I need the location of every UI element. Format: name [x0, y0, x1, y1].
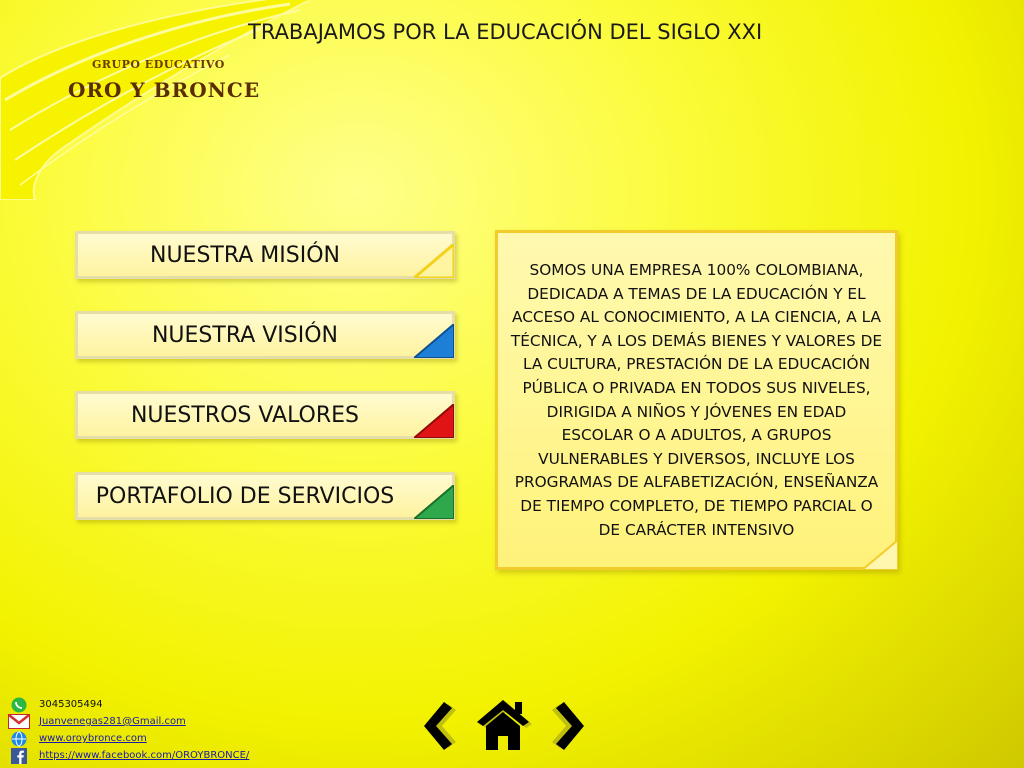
menu-button-vision[interactable] [75, 311, 455, 359]
corner-fold-icon [862, 540, 898, 570]
corner-triangle-icon [414, 485, 454, 519]
contact-email-row [8, 713, 249, 730]
contact-facebook-row [8, 747, 249, 764]
contact-phone: 3045305494 [39, 699, 103, 710]
contact-phone-row [8, 696, 249, 713]
contact-web-link[interactable]: www.oroybronce.com [39, 733, 147, 744]
logo-subtitle: GRUPO EDUCATIVO [92, 58, 225, 71]
contact-facebook-link[interactable]: https://www.facebook.com/OROYBRONCE/ [39, 750, 250, 761]
menu-button-valores[interactable] [75, 391, 455, 439]
mission-text: SOMOS UNA EMPRESA 100% COLOMBIANA, DEDICADA A TEMAS DE LA EDUCACIÓN Y EL ACCESO AL CONOCIMIENTO, A LA CIENCIA, A LA TÉCNICA, Y A LOS DEMÁS BIENES Y VALORES DE LA CULTURA, PRESTACIÓN DE LA EDUCACIÓN PÚBLICA O PRIVADA EN TODOS SUS NIVELES, DIRIGIDA A NIÑOS Y JÓVENES EN EDAD ESCOLAR O A ADULTOS, A GRUPOS VULNERABLES Y DIVERSOS, INCLUYE LOS PROGRAMAS DE ALFABETIZACIÓN, ENSEÑANZA DE TIEMPO COMPLETO, DE TIEMPO PARCIAL O DE CARÁCTER INTENSIVO [510, 261, 883, 539]
menu-button-label: NUESTROS VALORES [130, 402, 360, 428]
gmail-icon [8, 714, 30, 730]
contact-web-row [8, 730, 249, 747]
logo-title: ORO Y BRONCE [68, 78, 261, 102]
chevron-left-icon[interactable] [418, 700, 458, 752]
chevron-right-icon[interactable] [550, 700, 590, 752]
menu-button-label: NUESTRA VISIÓN [151, 322, 339, 348]
corner-triangle-icon [414, 404, 454, 438]
home-icon[interactable] [475, 700, 535, 752]
page-title: TRABAJAMOS POR LA EDUCACIÓN DEL SIGLO XXI [248, 20, 763, 44]
contact-info [8, 696, 249, 764]
menu-button-label: NUESTRA MISIÓN [150, 242, 340, 268]
contact-email-link[interactable]: Juanvenegas281@Gmail.com [39, 716, 186, 727]
whatsapp-icon [8, 697, 30, 713]
mission-info-box [495, 230, 898, 570]
globe-icon [8, 731, 30, 747]
menu-button-portafolio[interactable] [75, 472, 455, 520]
corner-triangle-icon [414, 244, 454, 278]
corner-triangle-icon [414, 324, 454, 358]
menu-button-mision[interactable] [75, 231, 455, 279]
facebook-icon [8, 748, 30, 764]
menu-button-label: PORTAFOLIO DE SERVICIOS [95, 483, 395, 509]
